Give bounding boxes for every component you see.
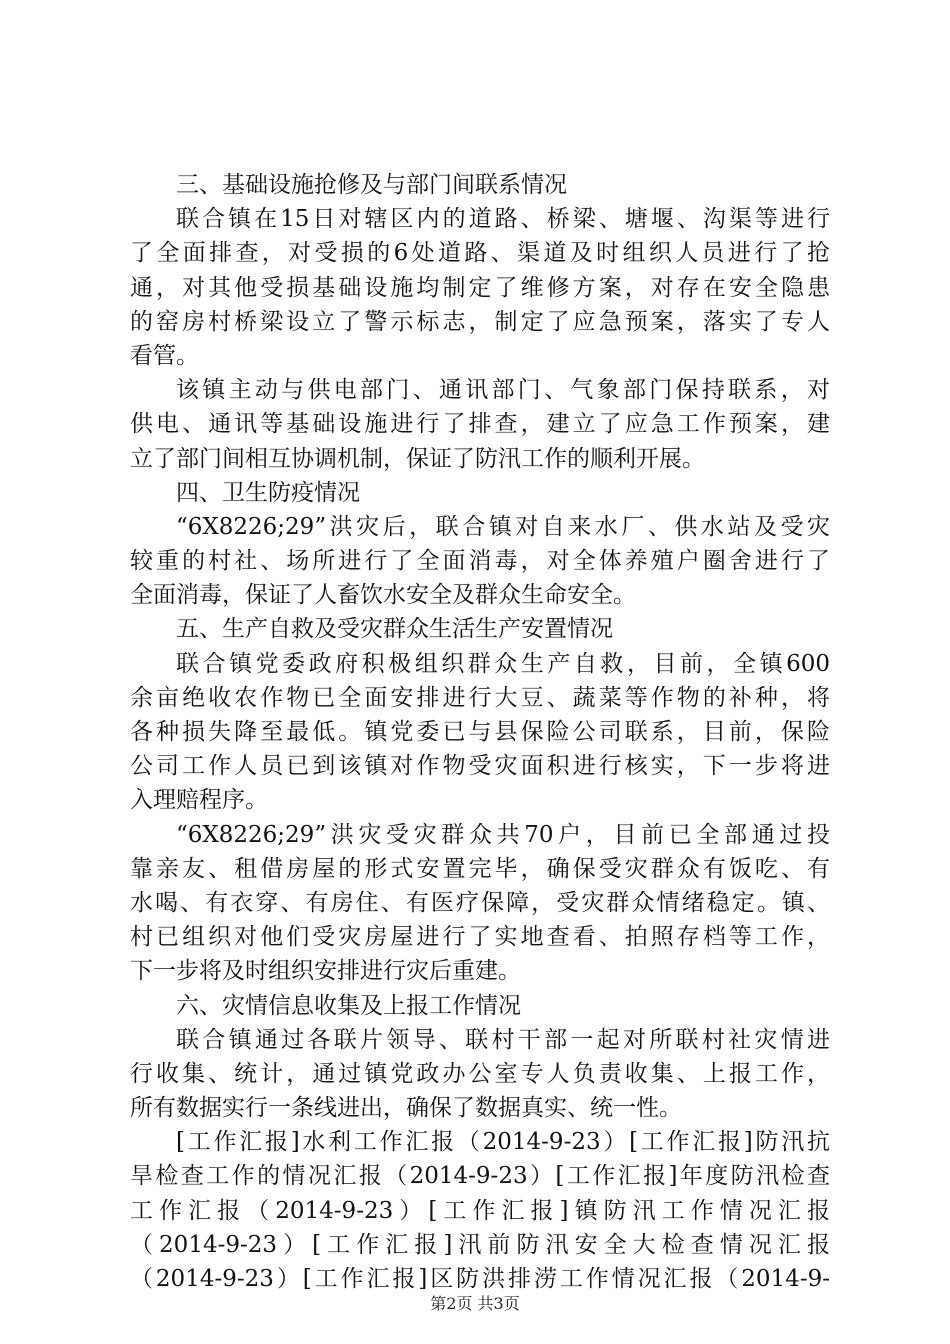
paragraph-line: 全面消毒，保证了人畜饮水安全及群众生命安全。 [130, 582, 636, 609]
page-number-footer: 第2页 共3页 [430, 1294, 520, 1313]
paragraph-line: “6X8226;29”洪灾后，联合镇对自来水厂、供水站及受灾 [176, 513, 830, 540]
paragraph-line: 入理赔程序。 [130, 787, 268, 814]
paragraph-line: 立了部门间相互协调机制，保证了防汛工作的顺利开展。 [130, 445, 705, 472]
paragraph-line: 靠亲友、租借房屋的形式安置完毕，确保受灾群众有饭吃、有 [130, 855, 830, 882]
paragraph-line: 联合镇党委政府积极组织群众生产自救，目前，全镇600 [176, 650, 830, 677]
paragraph-line: 余亩绝收农作物已全面安排进行大豆、蔬菜等作物的补种，将 [130, 684, 830, 711]
paragraph-line: 各种损失降至最低。镇党委已与县保险公司联系，目前，保险 [130, 719, 830, 745]
paragraph-line: 该镇主动与供电部门、通讯部门、气象部门保持联系，对 [176, 377, 830, 404]
related-links-line: （2014-9-23）[工作汇报]汛前防汛安全大检查情况汇报 [130, 1231, 830, 1258]
paragraph-line: 所有数据实行一条线进出，确保了数据真实、统一性。 [130, 1095, 682, 1122]
section-heading-6: 六、灾情信息收集及上报工作情况 [176, 992, 521, 1019]
paragraph-line: 公司工作人员已到该镇对作物受灾面积进行核实，下一步将进 [130, 753, 830, 780]
paragraph-line: 水喝、有衣穿、有房住、有医疗保障，受灾群众情绪稳定。镇、 [130, 889, 830, 916]
section-heading-5: 五、生产自救及受灾群众生活生产安置情况 [176, 616, 613, 643]
related-links-line: 旱检查工作的情况汇报（2014-9-23）[工作汇报]年度防汛检查 [130, 1163, 830, 1190]
paragraph-line: 联合镇在15日对辖区内的道路、桥梁、塘堰、沟渠等进行 [176, 206, 830, 233]
paragraph-line: 了全面排查，对受损的6处道路、渠道及时组织人员进行了抢 [130, 240, 830, 267]
paragraph-line: 看管。 [130, 342, 199, 369]
paragraph-line: “6X8226;29”洪灾受灾群众共70户，目前已全部通过投 [176, 821, 830, 848]
paragraph-line: 通，对其他受损基础设施均制定了维修方案，对存在安全隐患 [130, 274, 830, 301]
related-links-line: 工作汇报（2014-9-23）[工作汇报]镇防汛工作情况汇报 [130, 1197, 830, 1224]
paragraph-line: 行收集、统计，通过镇党政办公室专人负责收集、上报工作， [130, 1060, 830, 1087]
paragraph-line: 较重的村社、场所进行了全面消毒，对全体养殖户圈舍进行了 [130, 548, 830, 575]
document-body [130, 168, 830, 1296]
paragraph-line: 村已组织对他们受灾房屋进行了实地查看、拍照存档等工作， [130, 924, 830, 951]
paragraph-line: 供电、通讯等基础设施进行了排查，建立了应急工作预案，建 [130, 411, 830, 438]
section-heading-3: 三、基础设施抢修及与部门间联系情况 [176, 172, 567, 198]
related-links-line: （2014-9-23）[工作汇报]区防洪排涝工作情况汇报（2014-9- [130, 1266, 830, 1292]
section-heading-4: 四、卫生防疫情况 [176, 479, 360, 506]
paragraph-line: 下一步将及时组织安排进行灾后重建。 [130, 958, 521, 985]
paragraph-line: 的窑房村桥梁设立了警示标志，制定了应急预案，落实了专人 [130, 308, 830, 335]
related-links-line: [工作汇报]水利工作汇报（2014-9-23）[工作汇报]防汛抗 [176, 1129, 830, 1156]
paragraph-line: 联合镇通过各联片领导、联村干部一起对所联村社灾情进 [176, 1026, 830, 1053]
